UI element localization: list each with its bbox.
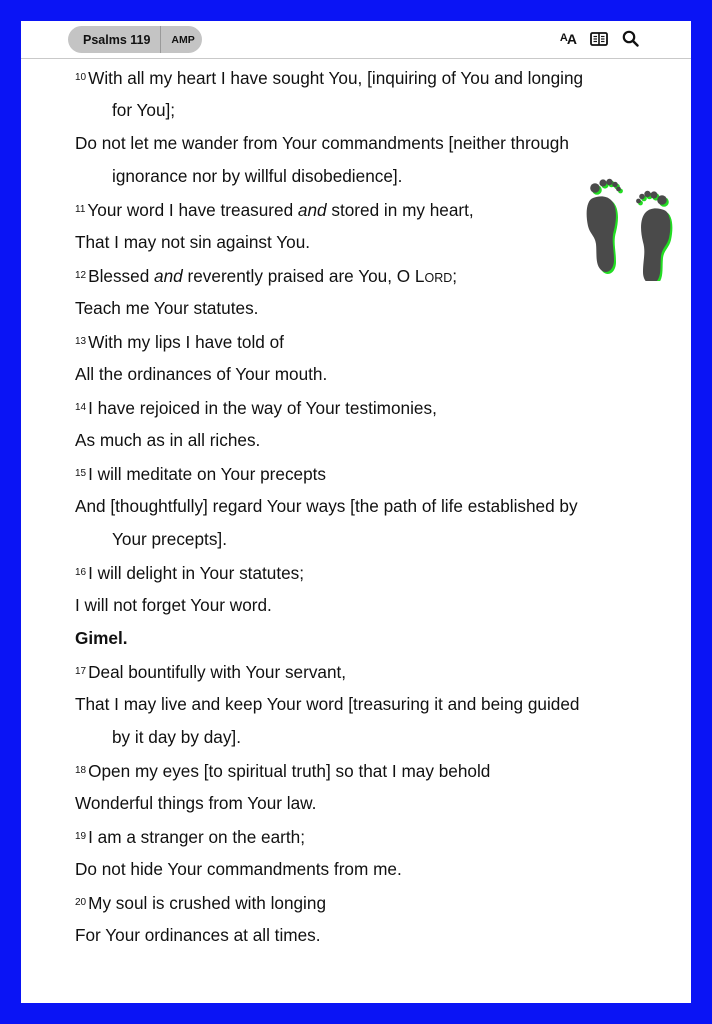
verse-line[interactable]: [75, 193, 655, 226]
verse-line[interactable]: [75, 490, 655, 523]
verse-line[interactable]: [75, 358, 655, 391]
scripture-text: [75, 61, 655, 952]
verse-text: Open my eyes [to spiritual truth] so that I may behold: [88, 761, 491, 781]
verse-line[interactable]: [75, 919, 655, 952]
verse-line[interactable]: [75, 61, 655, 94]
verse-text: and: [154, 266, 183, 286]
search-icon[interactable]: [622, 30, 639, 47]
verse-text: I will delight in Your statutes;: [88, 563, 305, 583]
verse-number: 17: [75, 666, 87, 677]
verse-line[interactable]: [75, 259, 655, 292]
passage-selector[interactable]: [68, 26, 202, 53]
reader-page: [21, 21, 691, 1003]
verse-text: Your precepts].: [112, 529, 227, 549]
verse-text: I am a stranger on the earth;: [88, 827, 305, 847]
verse-text: I will not forget Your word.: [75, 595, 272, 615]
verse-line[interactable]: [75, 127, 655, 160]
verse-text: I have rejoiced in the way of Your testimonies,: [88, 398, 437, 418]
verse-line[interactable]: [75, 655, 655, 688]
verse-text: As much as in all riches.: [75, 430, 261, 450]
verse-text: Wonderful things from Your law.: [75, 793, 317, 813]
version-button[interactable]: AMP: [171, 33, 195, 46]
verse-text: Gimel.: [75, 628, 128, 648]
verse-text: I will meditate on Your precepts: [88, 464, 327, 484]
verse-text: My soul is crushed with longing: [88, 893, 326, 913]
verse-line[interactable]: [75, 721, 655, 754]
verse-text: for You];: [112, 100, 176, 120]
verse-text: For Your ordinances at all times.: [75, 925, 321, 945]
verse-number: 18: [75, 765, 87, 776]
verse-number: 19: [75, 831, 87, 842]
reader-toolbar: [21, 21, 691, 59]
verse-text: Do not hide Your commandments from me.: [75, 859, 402, 879]
verse-number: 14: [75, 402, 87, 413]
verse-text: Deal bountifully with Your servant,: [88, 662, 347, 682]
verse-number: 13: [75, 336, 87, 347]
section-heading[interactable]: [75, 622, 655, 655]
verse-text: Blessed: [88, 266, 155, 286]
verse-text: That I may not sin against You.: [75, 232, 311, 252]
verse-text: ;: [452, 266, 458, 286]
verse-text: Your word I have treasured: [87, 200, 298, 220]
verse-line[interactable]: [75, 820, 655, 853]
verse-text: That I may live and keep Your word [treasuring it and being guided: [75, 694, 580, 714]
verse-line[interactable]: [75, 160, 655, 193]
verse-text: ORD: [424, 271, 453, 285]
toolbar-actions: [546, 30, 639, 47]
verse-text: All the ordinances of Your mouth.: [75, 364, 328, 384]
text-size-icon[interactable]: A A: [559, 30, 576, 47]
verse-text: ignorance nor by willful disobedience].: [112, 166, 403, 186]
verse-number: 16: [75, 567, 87, 578]
verse-line[interactable]: [75, 787, 655, 820]
verse-text: stored in my heart,: [326, 200, 474, 220]
verse-line[interactable]: [75, 688, 655, 721]
verse-text: Teach me Your statutes.: [75, 298, 259, 318]
verse-line[interactable]: [75, 457, 655, 490]
footprints-icon: [578, 176, 678, 281]
verse-line[interactable]: [75, 94, 655, 127]
verse-text: reverently praised are You, O L: [182, 266, 425, 286]
verse-line[interactable]: [75, 754, 655, 787]
verse-line[interactable]: [75, 391, 655, 424]
verse-line[interactable]: [75, 523, 655, 556]
verse-line[interactable]: [75, 292, 655, 325]
verse-line[interactable]: [75, 556, 655, 589]
verse-number: 10: [75, 72, 87, 83]
verse-number: 12: [75, 270, 87, 281]
verse-line[interactable]: [75, 424, 655, 457]
verse-text: And [thoughtfully] regard Your ways [the path of life established by: [75, 496, 578, 516]
book-chapter-button[interactable]: Psalms 119: [68, 26, 161, 53]
verse-text: Do not let me wander from Your commandments [neither through: [75, 133, 569, 153]
verse-text: With my lips I have told of: [88, 332, 284, 352]
verse-number: 11: [75, 204, 86, 215]
verse-line[interactable]: [75, 325, 655, 358]
book-icon[interactable]: [590, 32, 608, 46]
verse-line[interactable]: [75, 226, 655, 259]
verse-number: 15: [75, 468, 87, 479]
verse-line[interactable]: [75, 853, 655, 886]
verse-text: by it day by day].: [112, 727, 241, 747]
verse-text: With all my heart I have sought You, [inquiring of You and longing: [88, 68, 584, 88]
verse-text: and: [297, 200, 327, 220]
verse-line[interactable]: [75, 886, 655, 919]
verse-number: 20: [75, 897, 87, 908]
verse-line[interactable]: [75, 589, 655, 622]
